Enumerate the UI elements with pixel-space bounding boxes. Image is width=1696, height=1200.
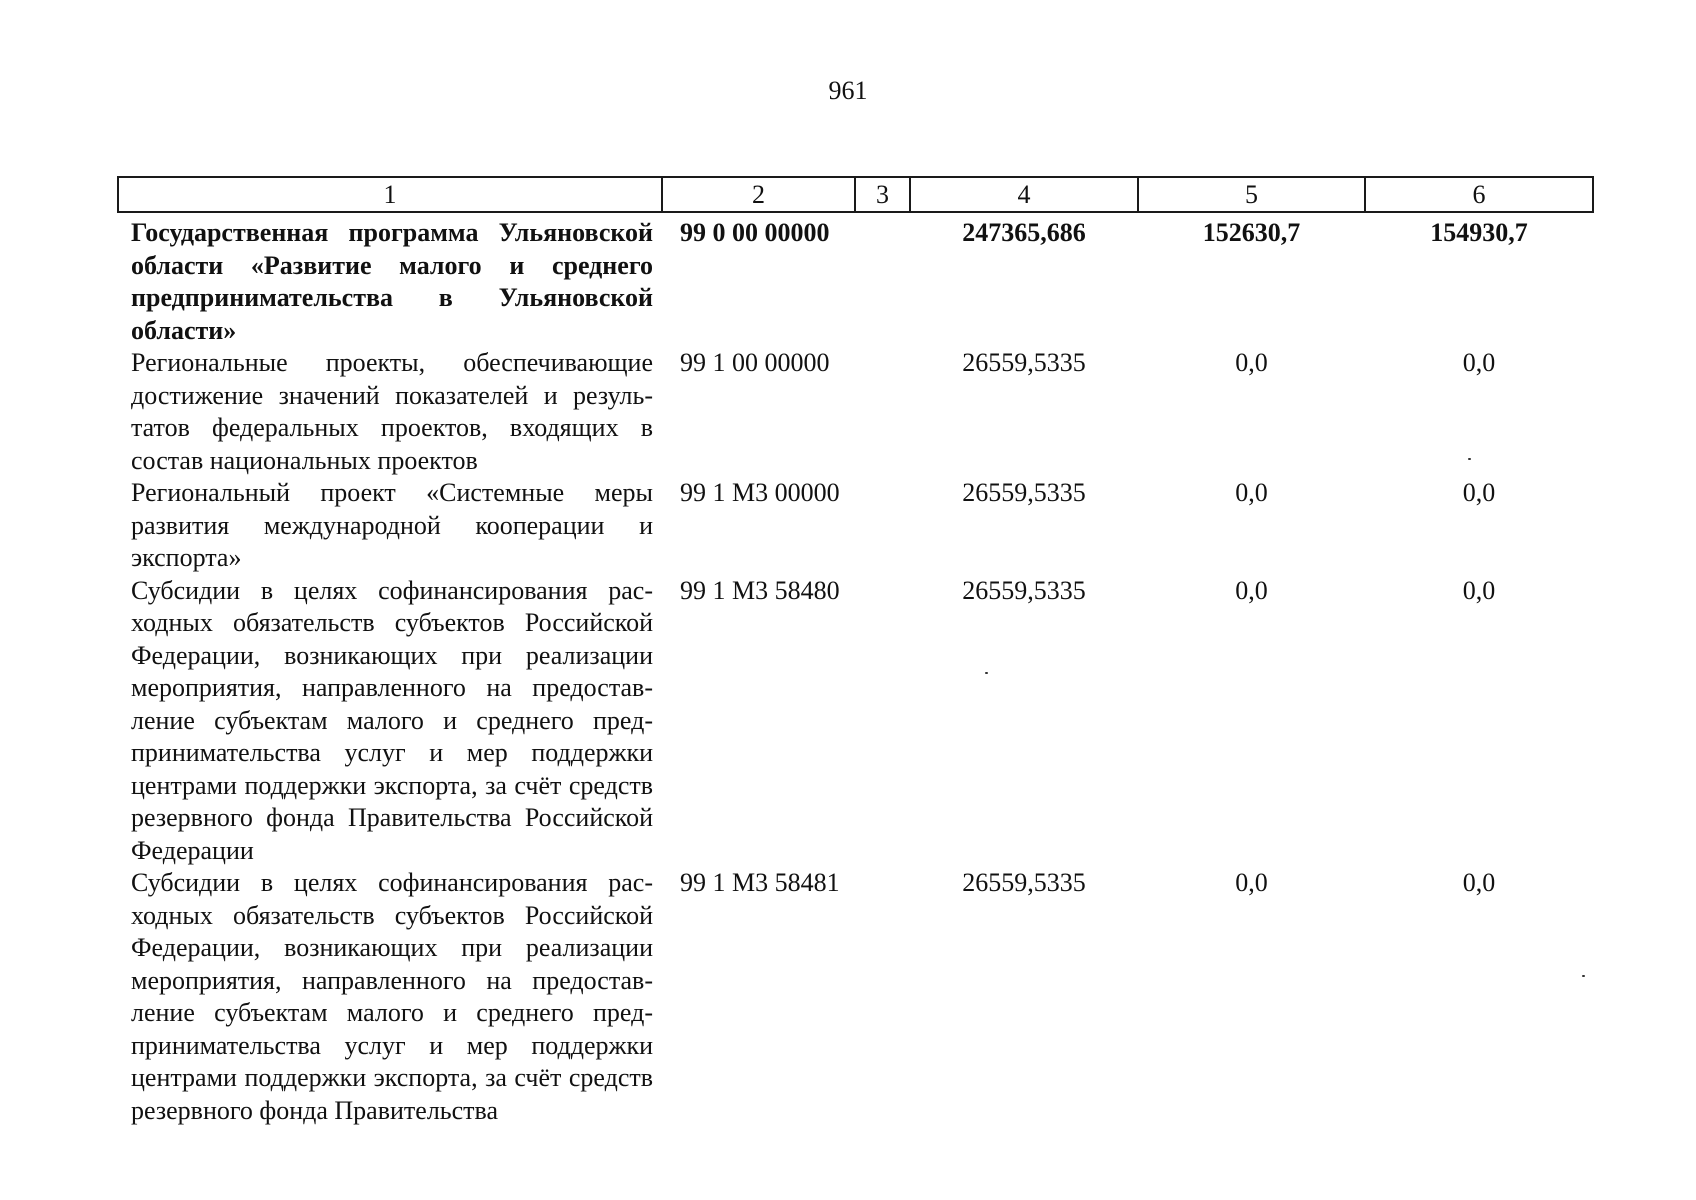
row-col5-value: 0,0 [1235,478,1268,507]
row-name: Государственная программа Ульяновской области «Развитие малого и среднего предпринимательства в Ульяновской области» [131,218,653,345]
table-row [118,867,1593,1127]
column-header-4: 4 [910,177,1138,212]
budget-table [117,176,1594,1127]
row-col3 [855,575,910,868]
row-col4-value: 26559,5335 [962,348,1086,377]
row-col6-value: 154930,7 [1430,218,1528,247]
row-name: Субсидии в целях софинансирования расходных обязательств субъектов Российской Федерации, возникающих при реализации мероприятия, направленного на предоставление субъектам малого и среднего предпринимательства услуг и мер поддержки центрами поддержки экспорта, за счёт средств резервного фонда Правительства [131,868,653,1125]
row-col4-value: 247365,686 [962,218,1086,247]
row-name: Региональные проекты, обеспечивающие достижение значений показателей и результатов федеральных проектов, входящих в состав национальных проектов [131,348,653,475]
column-header-1: 1 [118,177,662,212]
row-code: 99 0 00 00000 [680,218,830,247]
column-header-2: 2 [662,177,855,212]
table-row [118,212,1593,347]
table-row [118,575,1593,868]
row-name: Региональный проект «Системные меры развития международной кооперации и экспорта» [131,478,653,572]
page-number: 961 [828,76,868,105]
row-col3 [855,212,910,347]
column-header-3: 3 [855,177,910,212]
scan-speck [985,672,988,674]
row-col4-value: 26559,5335 [962,575,1086,605]
table-header-row [118,177,1593,212]
row-code: 99 1 М3 58480 [680,575,840,605]
row-name: Субсидии в целях софинансирования расходных обязательств субъектов Российской Федерации, возникающих при реализации мероприятия, направленного на предоставление субъектам малого и среднего предпринимательства услуг и мер поддержки центрами поддержки экспорта, за счёт средств резервного фонда Правительства Российской Федерации [131,575,653,865]
row-col3 [855,347,910,477]
scan-speck [1468,458,1471,460]
column-header-5: 5 [1138,177,1365,212]
row-col5-value: 0,0 [1235,868,1268,897]
row-col5-value: 0,0 [1235,575,1268,605]
row-col4-value: 26559,5335 [962,478,1086,507]
row-col6-value: 0,0 [1462,348,1496,377]
scan-speck [1582,975,1585,977]
table-row [118,347,1593,477]
row-code: 99 1 00 00000 [680,348,830,377]
row-code: 99 1 М3 00000 [680,478,840,507]
row-col6-value: 0,0 [1462,478,1496,507]
row-col6-value: 0,0 [1462,575,1496,605]
row-col6-value: 0,0 [1462,868,1496,897]
row-col3 [855,867,910,1127]
table-row [118,477,1593,575]
row-code: 99 1 М3 58481 [680,868,840,897]
row-col5-value: 152630,7 [1202,218,1301,247]
row-col5-value: 0,0 [1235,348,1268,377]
column-header-6: 6 [1365,177,1593,212]
row-col4-value: 26559,5335 [962,868,1086,897]
row-col3 [855,477,910,575]
